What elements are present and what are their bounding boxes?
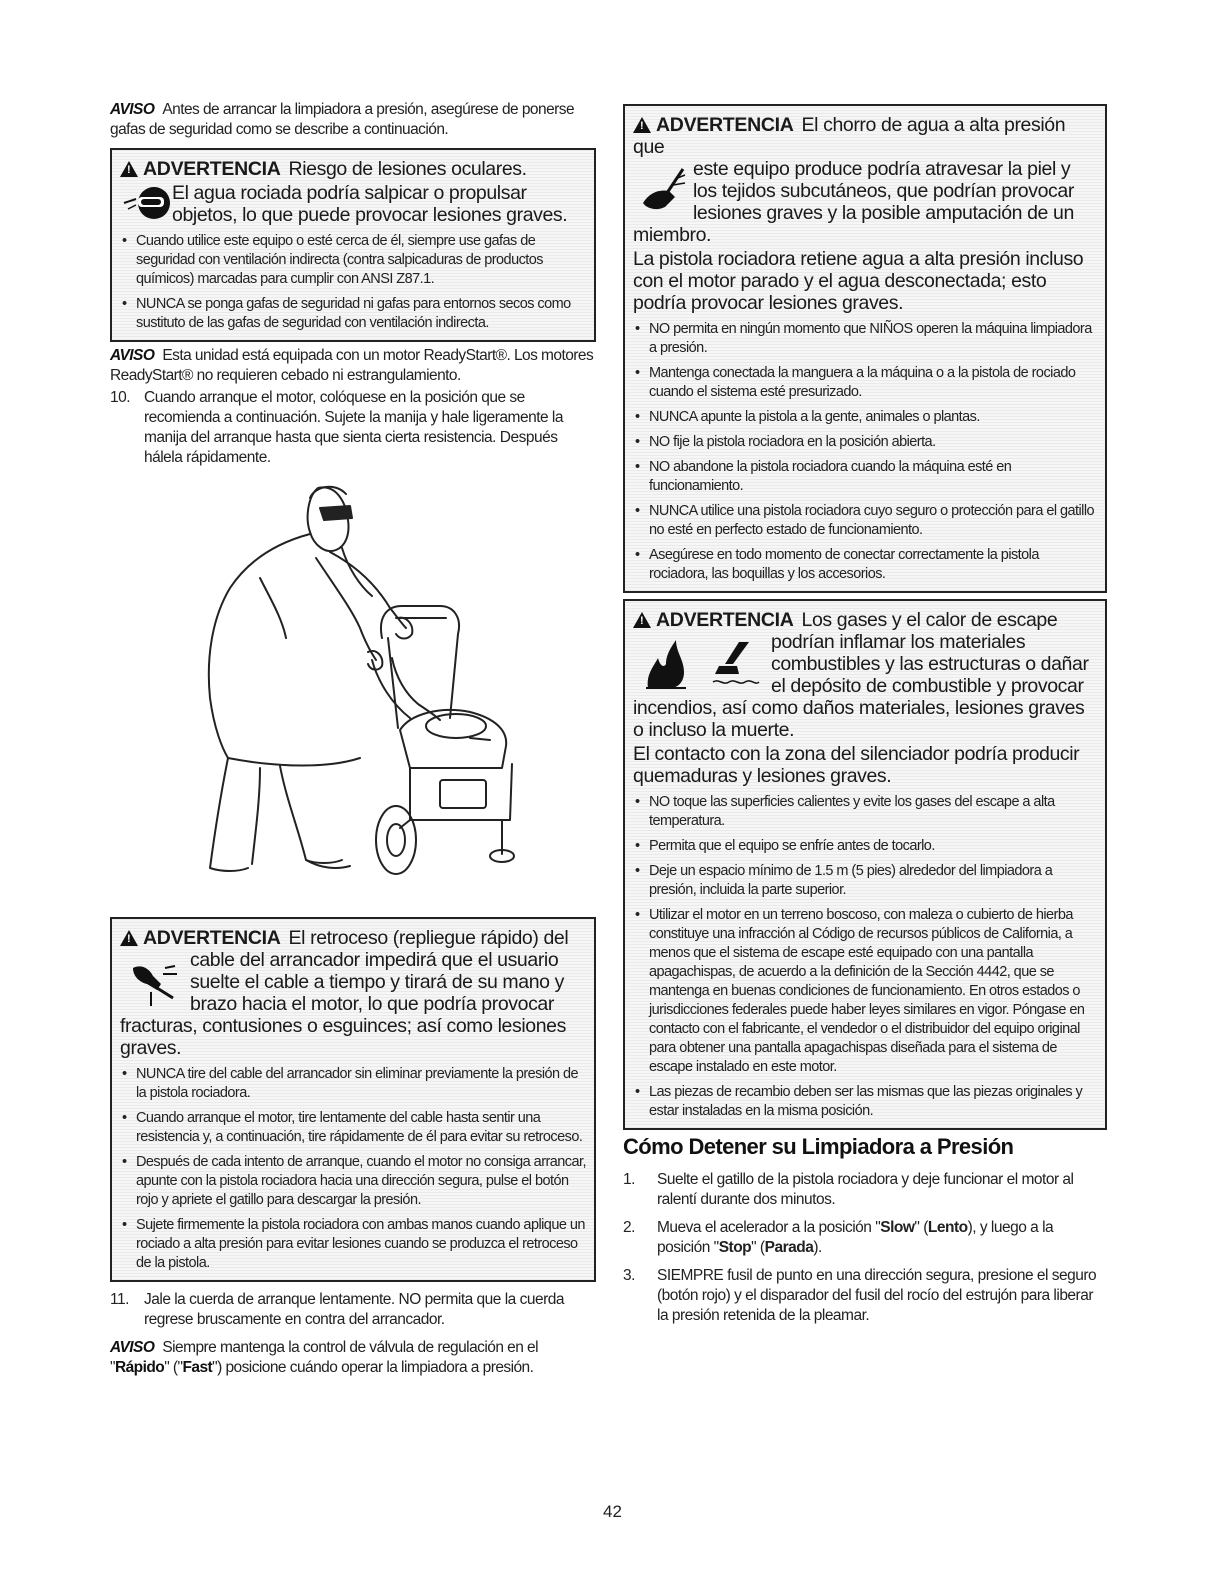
- list-item: • Después de cada intento de arranque, cuando el motor no consiga arrancar, apunte con la pistola rociadora hacia una dirección segura, pulse el botón rojo y apriete el gatillo para descargar la presión.: [120, 1153, 586, 1210]
- spray-warning-bullets: [633, 320, 1097, 584]
- recoil-hand-icon: [120, 949, 190, 1015]
- stop-step-2: 2. Mueva el acelerador a la posición "Slow" (Lento), y luego a la posición "Stop" (Parada).: [623, 1219, 1054, 1256]
- aviso-readystart: AVISO Esta unidad está equipada con un motor ReadyStart®. Los motores ReadyStart® no requieren cebado ni estrangulamiento.: [110, 347, 594, 384]
- list-item: • Mantenga conectada la manguera a la máquina o a la pistola de rociado cuando el sistema esté presurizado.: [633, 364, 1097, 402]
- eye-warning-bullets: [120, 232, 586, 333]
- recoil-warning: !ADVERTENCIA El retroceso (repliegue rápido) del cable del arrancador impedirá que el usuario suelte el cable a tiempo y tirará de su mano y brazo hacia el motor, lo que podría provocar fracturas, contusiones o esguinces; así como lesiones graves. • NUNCA tire del cable del arrancador sin eliminar previamente la presión de la pistola rociadora. • Cuando arranque el motor, tire lentamente del cable hasta sentir una resistencia y, a continuación, tire rápidamente de él para evitar su retroceso. • Después de cada intento de arranque, cuando el motor no consiga arrancar, apunte con la pistola rociadora hacia una dirección segura, pulse el botón rojo y apriete el gatillo para descargar la presión. • Sujete firmemente la pistola rociadora con ambas manos cuando aplique un rociado a alta presión para evitar lesiones cuando se produzca el retroceso de la pistola.: [110, 917, 596, 1282]
- fire-icon: [644, 638, 688, 690]
- list-item: • Las piezas de recambio deben ser las mismas que las piezas originales y estar instaladas en la misma posición.: [633, 1083, 1097, 1121]
- list-item: • NUNCA tire del cable del arrancador sin eliminar previamente la presión de la pistola rociadora.: [120, 1065, 586, 1103]
- list-item: • Deje un espacio mínimo de 1.5 m (5 pies) alrededor del limpiadora a presión, incluida la parte superior.: [633, 862, 1097, 900]
- stop-section-title: Cómo Detener su Limpiadora a Presión: [623, 1134, 1014, 1159]
- list-item: • Utilizar el motor en un terreno boscoso, con maleza o cubierto de hierba constituye una infracción al Código de recursos públicos de California, a menos que el sistema de escape esté equipado con una pantalla apagachispas, de acuerdo a la definición de la Sección 4442, que se mantenga en buenas condiciones de funcionamiento. En otros estados o jurisdicciones federales puede haber leyes similares en vigor. Póngase en contacto con el fabricante, el vendedor o el distribuidor del equipo original para obtener una pantalla apagachispas diseñada para el sistema de escape instalado en este motor.: [633, 906, 1097, 1077]
- recoil-warning-bullets: [120, 1065, 586, 1273]
- safety-goggles-icon: [120, 180, 172, 226]
- warning-triangle-icon: [120, 161, 138, 177]
- list-item: • Cuando arranque el motor, tire lentamente del cable hasta sentir una resistencia y, a continuación, tire rápidamente de él para evitar su retroceso.: [120, 1109, 586, 1147]
- warning-triangle-icon: [633, 117, 651, 133]
- list-item: • Permita que el equipo se enfríe antes de tocarlo.: [633, 837, 1097, 856]
- list-item: • NO abandone la pistola rociadora cuando la máquina esté en funcionamiento.: [633, 458, 1097, 496]
- warning-triangle-icon: [120, 930, 138, 946]
- list-item: • NO fije la pistola rociadora en la posición abierta.: [633, 433, 1097, 452]
- list-item: • NO permita en ningún momento que NIÑOS operen la máquina limpiadora a presión.: [633, 320, 1097, 358]
- list-item: • Asegúrese en todo momento de conectar correctamente la pistola rociadora, las boquillas y los accesorios.: [633, 546, 1097, 584]
- list-item: • NO toque las superficies calientes y evite los gases del escape a alta temperatura.: [633, 793, 1097, 831]
- fire-warning-bullets: [633, 793, 1097, 1121]
- aviso-throttle: AVISO Siempre mantenga la control de válvula de regulación en el "Rápido" ("Fast") posicione cuándo operar la limpiadora a presión.: [110, 1339, 539, 1376]
- page-number: 42: [603, 1502, 622, 1521]
- step-10: 10. Cuando arranque el motor, colóquese en la posición que se recomienda a continuación. Sujete la manija y hale ligeramente la manija del arranque hasta que sienta cierta resistencia. Después hálela rápidamente.: [110, 389, 563, 466]
- list-item: • Sujete firmemente la pistola rociadora con ambas manos cuando aplique un rociado a alta presión para evitar lesiones cuando se produzca el retroceso de la pistola.: [120, 1216, 586, 1273]
- hot-surface-icon: [709, 638, 761, 690]
- starting-position-illustration: [110, 468, 596, 913]
- step-11: 11. Jale la cuerda de arranque lentamente. NO permita que la cuerda regrese bruscamente en contra del arrancador.: [110, 1291, 564, 1328]
- stop-step-1: 1. Suelte el gatillo de la pistola rociadora y deje funcionar el motor al ralentí durante dos minutos.: [623, 1171, 1074, 1208]
- list-item: • NUNCA apunte la pistola a la gente, animales o plantas.: [633, 408, 1097, 427]
- list-item: • Cuando utilice este equipo o esté cerca de él, siempre use gafas de seguridad con ventilación indirecta (contra salpicaduras de productos químicos) marcadas para cumplir con ANSI Z87.1.: [120, 232, 586, 289]
- eye-injury-warning: !ADVERTENCIA Riesgo de lesiones oculares. El agua rociada podría salpicar o propulsar objetos, lo que puede provocar lesiones graves. • Cuando utilice este equipo o esté cerca de él, siempre use gafas de seguridad con ventilación indirecta (contra salpicaduras de productos químicos) marcadas para cumplir con ANSI Z87.1. • NUNCA se ponga gafas de seguridad ni gafas para entornos secos como sustituto de las gafas de seguridad con ventilación indirecta.: [110, 148, 596, 342]
- list-item: • NUNCA se ponga gafas de seguridad ni gafas para entornos secos como sustituto de las gafas de seguridad con ventilación indirecta.: [120, 295, 586, 333]
- list-item: • NUNCA utilice una pistola rociadora cuyo seguro o protección para el gatillo no esté en perfecto estado de funcionamiento.: [633, 502, 1097, 540]
- high-pressure-spray-icon: [633, 158, 693, 224]
- left-column: [110, 100, 596, 1378]
- high-pressure-spray-warning: !ADVERTENCIA El chorro de agua a alta presión que este equipo produce podría atravesar la piel y los tejidos subcutáneos, que podrían provocar lesiones graves y la posible amputación de un miembro. La pistola rociadora retiene agua a alta presión incluso con el motor parado y el agua desconectada; esto podría provocar lesiones graves. • NO permita en ningún momento que NIÑOS operen la máquina limpiadora a presión. • Mantenga conectada la manguera a la máquina o a la pistola de rociado cuando el sistema esté presurizado. • NUNCA apunte la pistola a la gente, animales o plantas. • NO fije la pistola rociadora en la posición abierta. • NO abandone la pistola rociadora cuando la máquina esté en funcionamiento. • NUNCA utilice una pistola rociadora cuyo seguro o protección para el gatillo no esté en perfecto estado de funcionamiento. • Asegúrese en todo momento de conectar correctamente la pistola rociadora, las boquillas y los accesorios.: [623, 104, 1107, 593]
- exhaust-fire-warning: !ADVERTENCIA Los gases y el calor de escape podrían inflamar los materiales combustibles y las estructuras o dañar el depósito de combustible y provocar incendios, así como daños materiales, lesiones graves o incluso la muerte. El contacto con la zona del silenciador podría producir quemaduras y lesiones graves. • NO toque las superficies calientes y evite los gases del escape a alta temperatura. • Permita que el equipo se enfríe antes de tocarlo. • Deje un espacio mínimo de 1.5 m (5 pies) alrededor del limpiadora a presión, incluida la parte superior. • Utilizar el motor en un terreno boscoso, con maleza o cubierto de hierba constituye una infracción al Código de recursos públicos de California, a menos que el sistema de escape esté equipado con una pantalla apagachispas, de acuerdo a la definición de la Sección 4442, que se mantenga en buenas condiciones de funcionamiento. En otros estados o jurisdicciones federales puede haber leyes similares en vigor. Póngase en contacto con el fabricante, el vendedor o el distribuidor del equipo original para obtener una pantalla apagachispas diseñada para el sistema de escape instalado en este motor. • Las piezas de recambio deben ser las mismas que las piezas originales y estar instaladas en la misma posición.: [623, 599, 1107, 1130]
- warning-triangle-icon: [633, 612, 651, 628]
- stop-step-3: 3. SIEMPRE fusil de punto en una dirección segura, presione el seguro (botón rojo) y el disparador del fusil del rocío del estrujón para liberar la presión retenida de la pleamar.: [623, 1267, 1097, 1324]
- right-column: [623, 100, 1107, 1326]
- aviso-goggles: AVISO Antes de arrancar la limpiadora a presión, asegúrese de ponerse gafas de seguridad como se describe a continuación.: [110, 101, 575, 138]
